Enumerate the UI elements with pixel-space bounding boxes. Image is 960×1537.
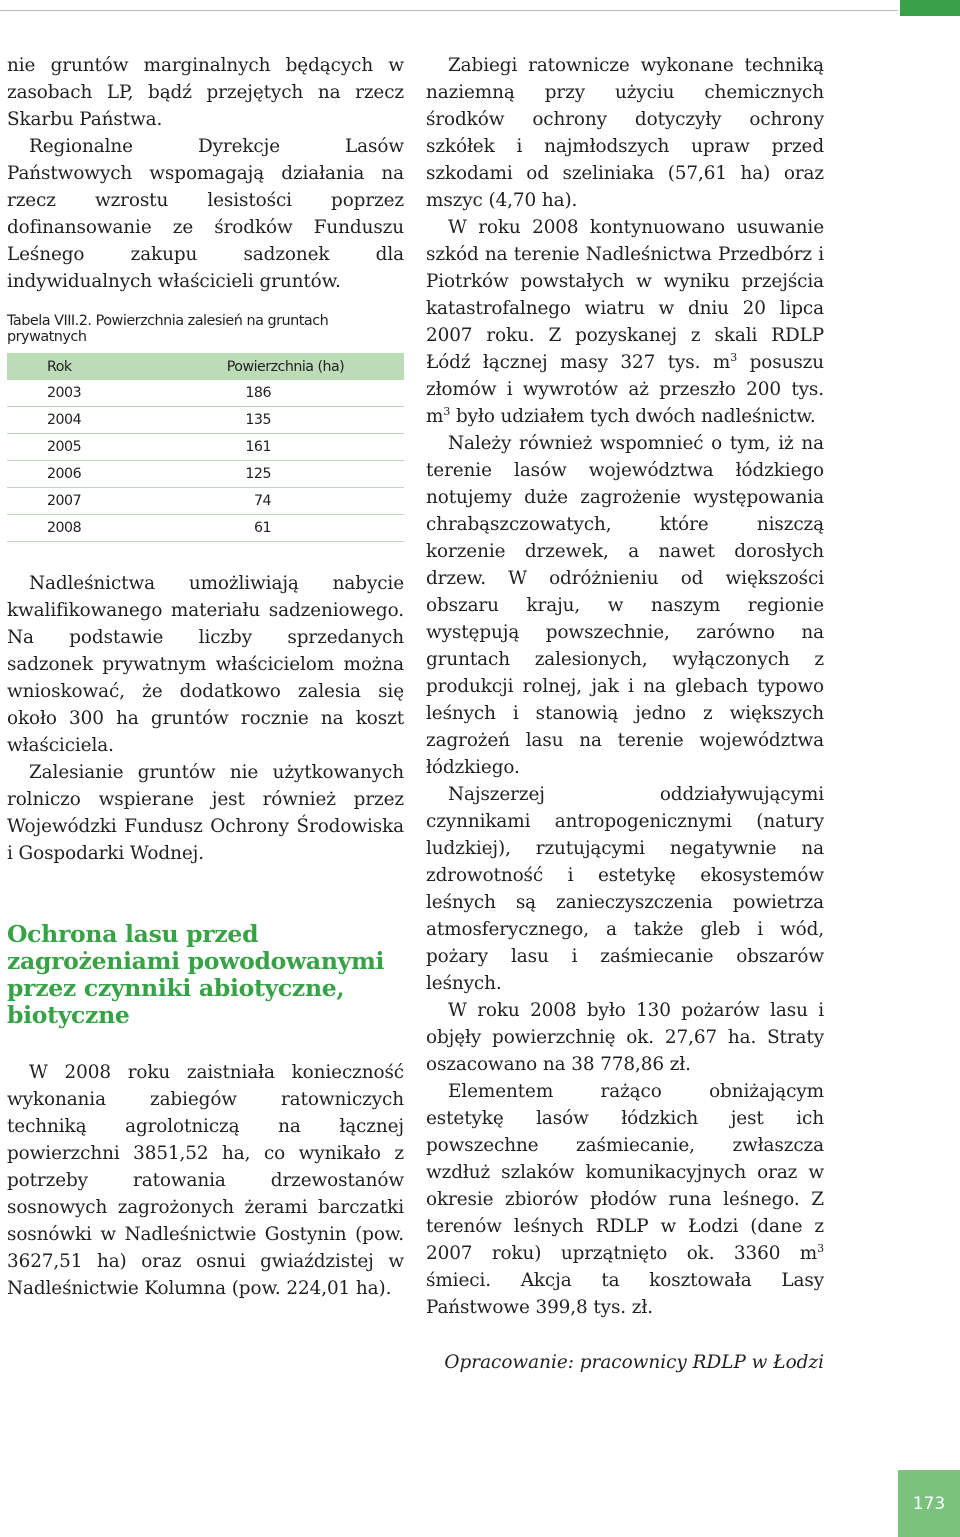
column-header-year: Rok <box>7 353 147 380</box>
column-header-area: Powierzchnia (ha) <box>147 353 404 380</box>
table-row <box>7 515 404 542</box>
table-row <box>7 407 404 434</box>
paragraph: Zalesianie gruntów nie użytkowanych rolniczo wspierane jest również przez Wojewódzki Fundusz Ochrony Środowiska i Gospodarki Wodnej. <box>7 762 404 864</box>
text-run: śmieci. Akcja ta kosztowała Lasy Państwowe 399,8 tys. zł. <box>426 1270 824 1318</box>
author-credit: Opracowanie: pracownicy RDLP w Łodzi <box>444 1352 824 1373</box>
cell-area: 186 <box>147 380 404 407</box>
superscript: 3 <box>443 405 451 418</box>
cell-year: 2007 <box>7 488 147 515</box>
superscript: 3 <box>817 1242 824 1255</box>
superscript: 3 <box>730 351 738 364</box>
table-header-row <box>7 353 404 380</box>
cell-year: 2006 <box>7 461 147 488</box>
text-run: Elementem rażąco obniżającym estetykę lasów łódzkich jest ich powszechne zaśmiecanie, zwłaszcza wzdłuż szlaków komunikacyjnych oraz w okresie zbiorów płodów runa leśnego. Z terenów leśnych RDLP w Łodzi (dane z 2007 roku) uprzątnięto ok. 3360 m <box>426 1081 824 1264</box>
paragraph: Zabiegi ratownicze wykonane techniką naziemną przy użyciu chemicznych środków ochrony dotyczyły ochrony szkółek i najmłodszych upraw przed szkodami od szeliniaka (57,61 ha) oraz mszyc (4,70 ha). <box>426 55 824 211</box>
text-run: było udziałem tych dwóch nadleśnictw. <box>450 406 816 427</box>
text-run: posuszu złomów i wywrotów aż przeszło 200 tys. m <box>426 352 824 427</box>
table-row <box>7 434 404 461</box>
top-rule <box>0 10 898 11</box>
paragraph: Najszerzej oddziaływującymi czynnikami antropogenicznymi (natury ludzkiej), rzutującymi negatywnie na zdrowotność i estetykę ekosystemów leśnych są zanieczyszczenia powietrza atmosferycznego, a także gleb i wód, pożary lasu i zaśmiecanie obszarów leśnych. <box>426 784 824 994</box>
table-row <box>7 488 404 515</box>
paragraph: Regionalne Dyrekcje Lasów Państwowych wspomagają działania na rzecz wzrostu lesistości poprzez dofinansowanie ze środków Funduszu Leśnego zakupu sadzonek dla indywidualnych właścicieli gruntów. <box>7 136 404 292</box>
top-accent-block <box>900 0 960 16</box>
section-heading: Ochrona lasu przed zagrożeniami powodowanymi przez czynniki abiotyczne, biotyczne <box>7 920 385 1029</box>
cell-area: 135 <box>147 407 404 434</box>
table-row <box>7 380 404 407</box>
cell-year: 2003 <box>7 380 147 407</box>
text-run: W roku 2008 kontynuowano usuwanie szkód na terenie Nadleśnictwa Przedbórz i Piotrków powstałych w wyniku przejścia katastrofalnego wiatru w dniu 20 lipca 2007 roku. Z pozyskanej z skali RDLP Łódź łącznej masy 327 tys. m <box>426 217 824 373</box>
cell-year: 2008 <box>7 515 147 542</box>
table-caption <box>7 313 404 345</box>
paragraph: Nadleśnictwa umożliwiają nabycie kwalifikowanego materiału sadzeniowego. Na podstawie liczby sprzedanych sadzonek prywatnym właścicielom można wnioskować, że dodatkowo zalesia się około 300 ha gruntów rocznie na koszt właściciela. <box>7 573 404 756</box>
paragraph: W roku 2008 było 130 pożarów lasu i objęły powierzchnię ok. 27,67 ha. Straty oszacowano na 38 778,86 zł. <box>426 1000 824 1075</box>
paragraph: nie gruntów marginalnych będących w zasobach LP, bądź przejętych na rzecz Skarbu Państwa. <box>7 55 404 130</box>
left-column <box>7 52 404 1302</box>
cell-area: 161 <box>147 434 404 461</box>
cell-area: 61 <box>147 515 404 542</box>
data-table <box>7 353 404 542</box>
cell-area: 74 <box>147 488 404 515</box>
table-caption-label: Tabela VIII.2. <box>7 313 92 329</box>
table-caption-text: Powierzchnia zalesień na gruntach prywatnych <box>7 313 329 345</box>
paragraph <box>426 1078 824 1321</box>
paragraph <box>426 214 824 430</box>
paragraph: Należy również wspomnieć o tym, iż na terenie lasów województwa łódzkiego notujemy duże zagrożenie występowania chrabąszczowatych, które niszczą korzenie drzewek, a nawet dorosłych drzew. W odróżnieniu od większości obszaru kraju, w naszym regionie występują powszechnie, zarówno na gruntach zalesionych, wyłączonych z produkcji rolnej, jak i na glebach typowo leśnych i stanowią jedno z większych zagrożeń lasu na terenie województwa łódzkiego. <box>426 433 824 778</box>
cell-year: 2004 <box>7 407 147 434</box>
cell-area: 125 <box>147 461 404 488</box>
cell-year: 2005 <box>7 434 147 461</box>
paragraph: W 2008 roku zaistniała konieczność wykonania zabiegów ratowniczych techniką agrolotniczą na łącznej powierzchni 3851,52 ha, co wynikało z potrzeby ratowania drzewostanów sosnowych zagrożonych żerami barczatki sosnówki w Nadleśnictwie Gostynin (pow. 3627,51 ha) oraz osnui gwiaździstej w Nadleśnictwie Kolumna (pow. 224,01 ha). <box>7 1062 404 1299</box>
table-row <box>7 461 404 488</box>
right-column <box>426 52 824 1376</box>
page-number: 173 <box>898 1470 960 1537</box>
